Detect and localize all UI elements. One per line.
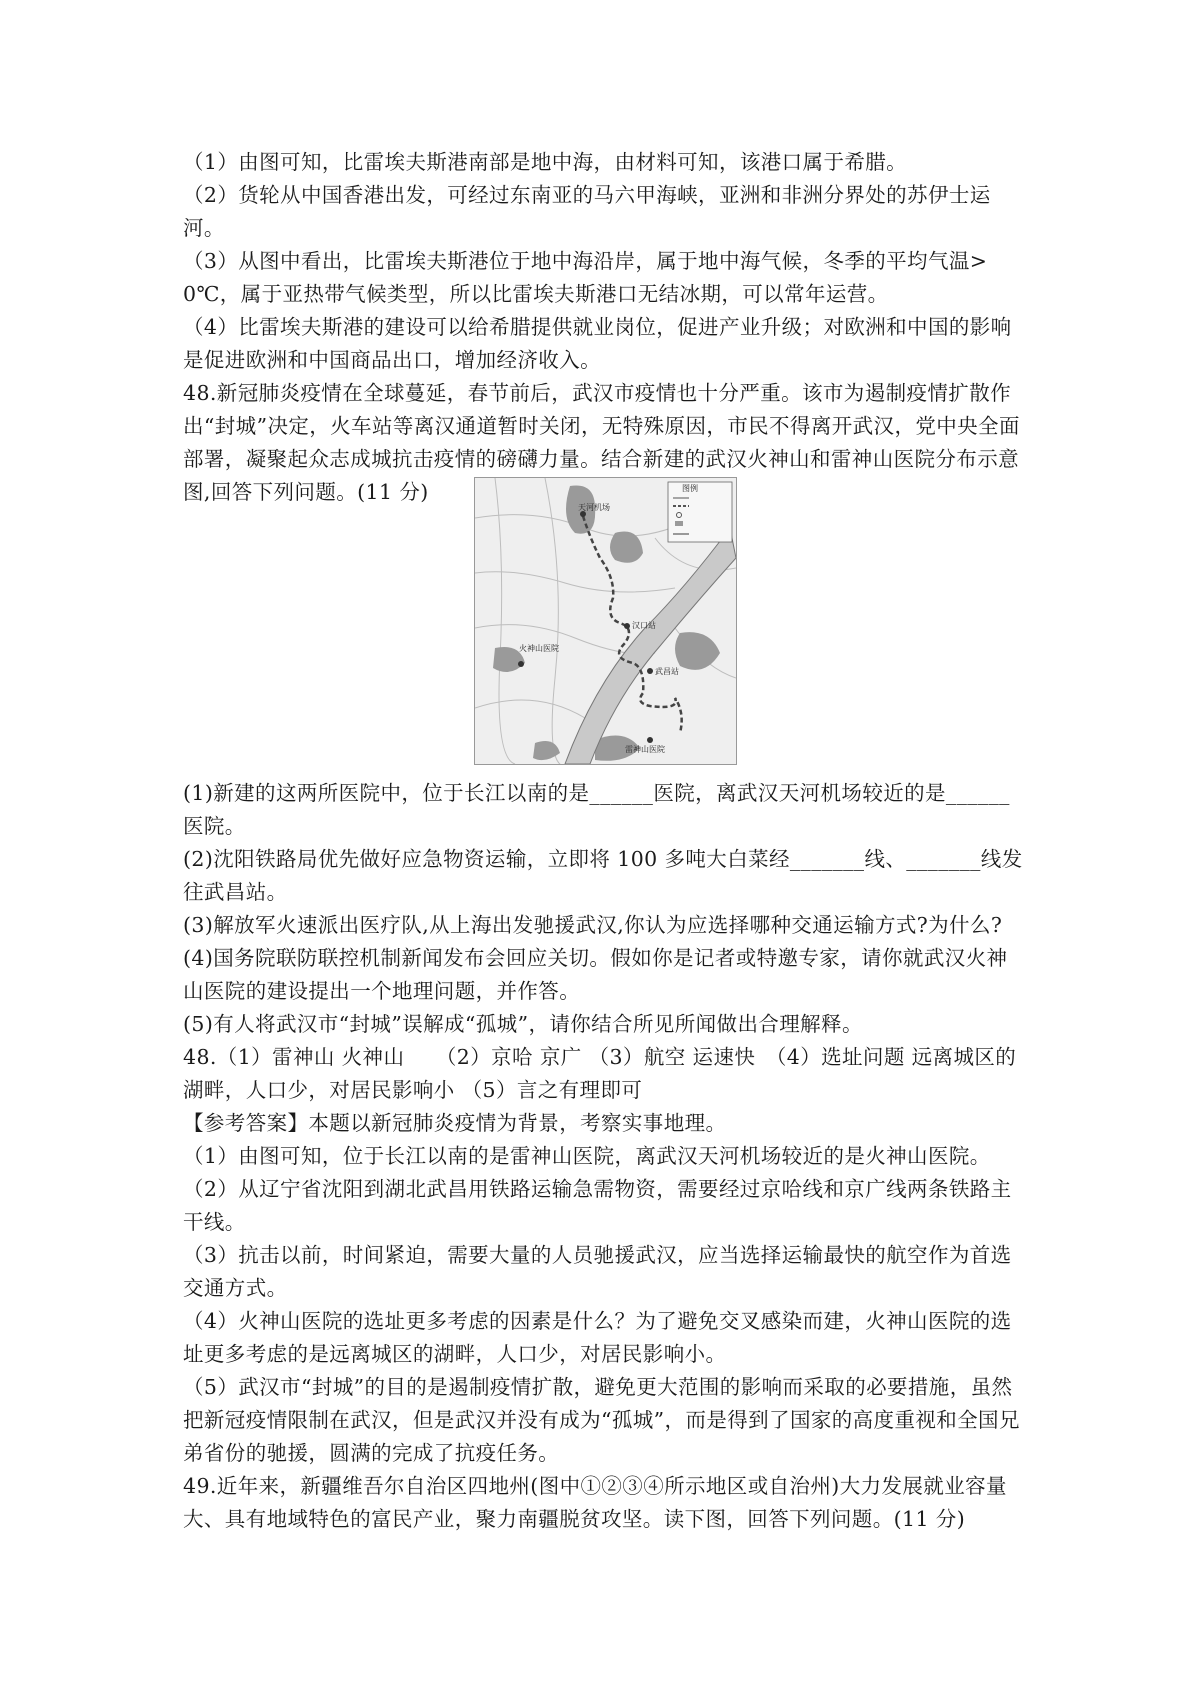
sub-question: (3)解放军火速派出医疗队,从上海出发驰援武汉,你认为应选择哪种交通运输方式?为什么? <box>183 913 1003 937</box>
wuhan-hospital-map <box>474 477 737 765</box>
paragraph: （3）从图中看出，比雷埃夫斯港位于地中海沿岸，属于地中海气候，冬季的平均气温>0℃，属于亚热带气候类型，所以比雷埃夫斯港口无结冰期，可以常年运营。 <box>183 249 988 306</box>
map-label-wuchang-station: 武昌站 <box>655 667 679 676</box>
answer-key: 48.（1）雷神山 火神山 （2）京哈 京广 （3）航空 运速快 （4）选址问题 远离城区的湖畔，人口少，对居民影响小 （5）言之有理即可 <box>183 1045 1017 1102</box>
paragraph: （1）由图可知，比雷埃夫斯港南部是地中海，由材料可知，该港口属于希腊。 <box>183 150 908 174</box>
question-48-and-answers <box>183 777 1023 1536</box>
reference-answer-heading: 【参考答案】本题以新冠肺炎疫情为背景，考察实事地理。 <box>183 1111 727 1135</box>
sub-question: (5)有人将武汉市“封城”误解成“孤城”，请你结合所见所闻做出合理解释。 <box>183 1012 863 1036</box>
paragraph: （2）货轮从中国香港出发，可经过东南亚的马六甲海峡，亚洲和非洲分界处的苏伊士运河。 <box>183 183 991 240</box>
map-label-hankou-station: 汉口站 <box>632 621 656 630</box>
paragraph: （5）武汉市“封城”的目的是遏制疫情扩散，避免更大范围的影响而采取的必要措施，虽然把新冠疫情限制在武汉，但是武汉并没有成为“孤城”，而是得到了国家的高度重视和全国兄弟省份的驰援，圆满的完成了抗疫任务。 <box>183 1375 1020 1465</box>
map-legend-title: 图例 <box>682 484 698 493</box>
paragraph: （4）比雷埃夫斯港的建设可以给希腊提供就业岗位，促进产业升级；对欧洲和中国的影响是促进欧洲和中国商品出口，增加经济收入。 <box>183 315 1012 372</box>
map-label-airport: 天河机场 <box>578 503 610 512</box>
map-label-huoshenshan: 火神山医院 <box>519 644 559 653</box>
sub-question: (2)沈阳铁路局优先做好应急物资运输，立即将 100 多吨大白菜经_______线、_______线发往武昌站。 <box>183 847 1023 904</box>
map-drawing <box>475 478 736 764</box>
sub-question: (1)新建的这两所医院中，位于长江以南的是______医院，离武汉天河机场较近的是______医院。 <box>183 781 1010 838</box>
question-49-stem: 49.近年来，新疆维吾尔自治区四地州(图中①②③④所示地区或自治州)大力发展就业容量大、具有地域特色的富民产业，聚力南疆脱贫攻坚。读下图，回答下列问题。(11 分) <box>183 1474 1007 1531</box>
map-label-leishenshan: 雷神山医院 <box>625 745 665 754</box>
answer-section-47 <box>183 146 1023 509</box>
question-48-stem: 48.新冠肺炎疫情在全球蔓延，春节前后，武汉市疫情也十分严重。该市为遏制疫情扩散作出“封城”决定，火车站等离汉通道暂时关闭，无特殊原因，市民不得离开武汉，党中央全面部署，凝聚起众志成城抗击疫情的磅礴力量。结合新建的武汉火神山和雷神山医院分布示意图,回答下列问题。(11 分) <box>183 381 1020 504</box>
paragraph: （4）火神山医院的选址更多考虑的因素是什么？为了避免交叉感染而建，火神山医院的选址更多考虑的是远离城区的湖畔，人口少，对居民影响小。 <box>183 1309 1012 1366</box>
sub-question: (4)国务院联防联控机制新闻发布会回应关切。假如你是记者或特邀专家，请你就武汉火神山医院的建设提出一个地理问题，并作答。 <box>183 946 1008 1003</box>
paragraph: （3）抗击以前，时间紧迫，需要大量的人员驰援武汉，应当选择运输最快的航空作为首选交通方式。 <box>183 1243 1012 1300</box>
paragraph: （2）从辽宁省沈阳到湖北武昌用铁路运输急需物资，需要经过京哈线和京广线两条铁路主干线。 <box>183 1177 1012 1234</box>
paragraph: （1）由图可知，位于长江以南的是雷神山医院，离武汉天河机场较近的是火神山医院。 <box>183 1144 991 1168</box>
